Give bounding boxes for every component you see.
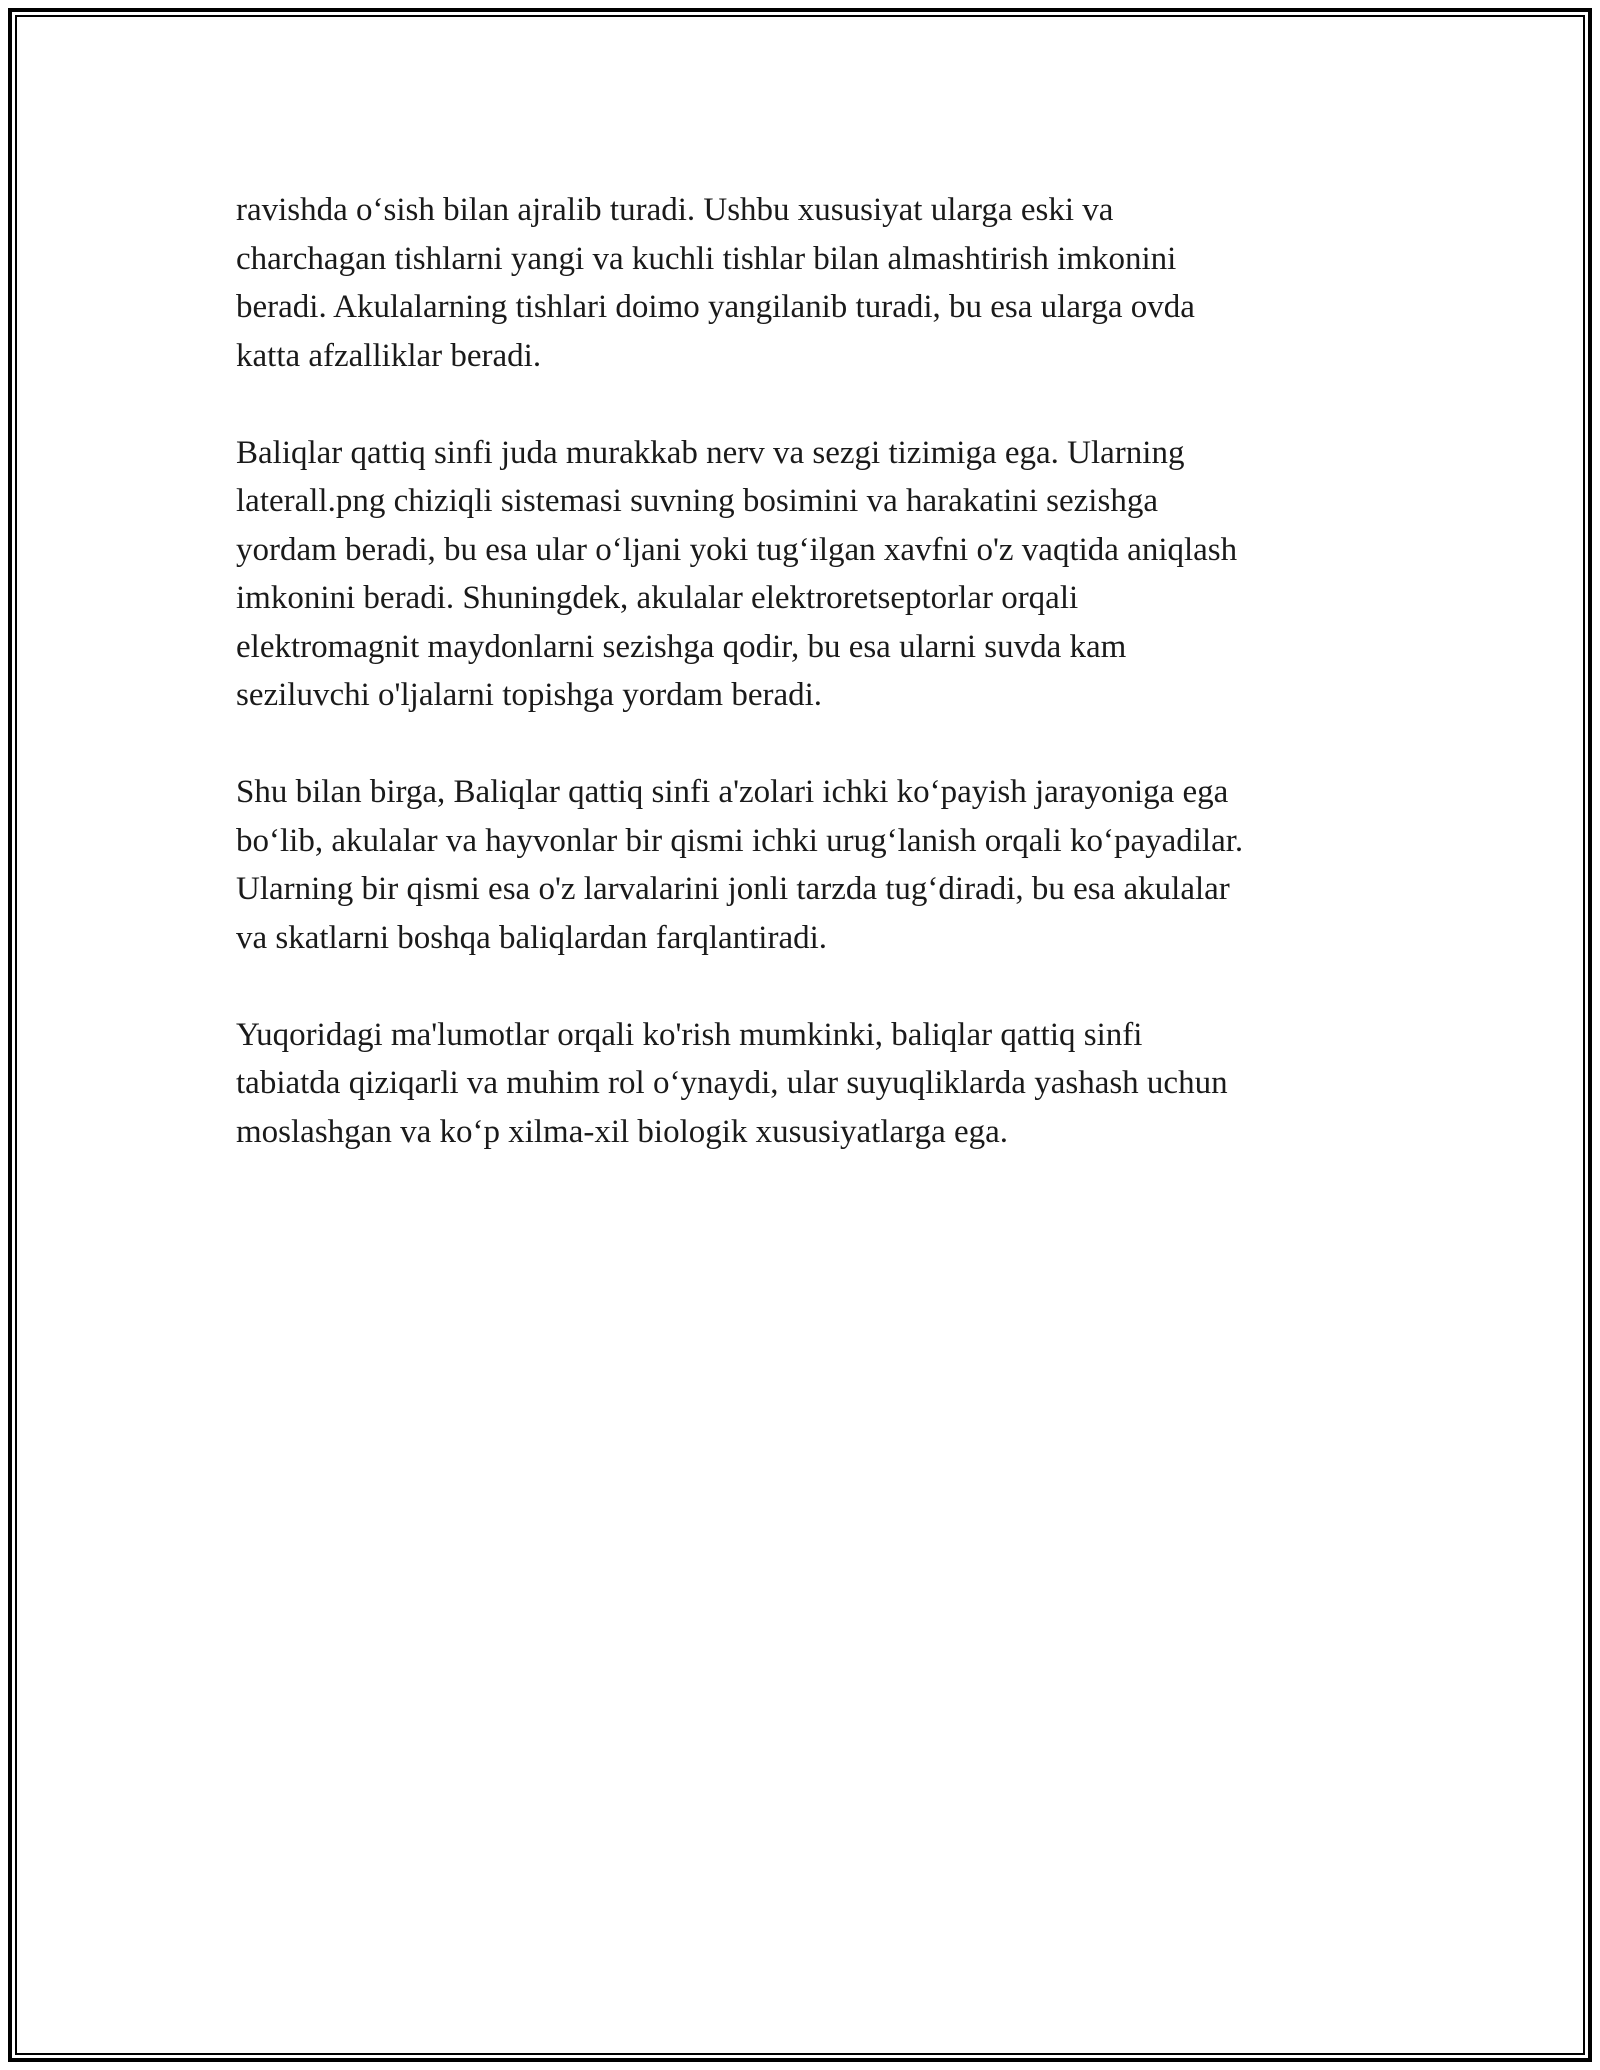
text-line: Yuqoridagi ma'lumotlar orqali ko'rish mumkinki, baliqlar qattiq sinfi [236,1016,1143,1053]
paragraph-nervous-system [236,429,1366,720]
text-line: yordam beradi, bu esa ular o‘ljani yoki tug‘ilgan xavfni o'z vaqtida aniqlash [236,531,1238,568]
text-line: va skatlarni boshqa baliqlardan farqlantiradi. [236,919,828,956]
text-line: charchagan tishlarni yangi va kuchli tishlar bilan almashtirish imkonini [236,240,1177,277]
text-line: laterall.png chiziqli sistemasi suvning bosimini va harakatini sezishga [236,483,1158,519]
document-body [236,186,1366,1205]
text-line: seziluvchi o'ljalarni topishga yordam beradi. [236,677,823,713]
text-line: tabiatda qiziqarli va muhim rol o‘ynaydi, ular suyuqliklarda yashash uchun [236,1065,1228,1101]
text-line: katta afzalliklar beradi. [236,337,542,374]
paragraph-shark-teeth [236,186,1366,380]
text-line: bo‘lib, akulalar va hayvonlar bir qismi ichki urug‘lanish orqali ko‘payadilar. [236,822,1244,859]
text-line: elektromagnit maydonlarni sezishga qodir, bu esa ularni suvda kam [236,628,1127,665]
paragraph-conclusion [236,1011,1366,1157]
text-line: imkonini beradi. Shuningdek, akulalar elektroretseptorlar orqali [236,580,1079,616]
text-line: Baliqlar qattiq sinfi juda murakkab nerv va sezgi tizimiga ega. Ularning [236,434,1185,471]
text-line: Ularning bir qismi esa o'z larvalarini jonli tarzda tug‘diradi, bu esa akulalar [236,871,1230,907]
text-line: moslashgan va ko‘p xilma-xil biologik xususiyatlarga ega. [236,1113,1009,1150]
paragraph-reproduction [236,768,1366,962]
text-line: ravishda o‘sish bilan ajralib turadi. Ushbu xususiyat ularga eski va [236,192,1114,228]
text-line: Shu bilan birga, Baliqlar qattiq sinfi a'zolari ichki ko‘payish jarayoniga ega [236,774,1229,810]
text-line: beradi. Akulalarning tishlari doimo yangilanib turadi, bu esa ularga ovda [236,289,1195,325]
